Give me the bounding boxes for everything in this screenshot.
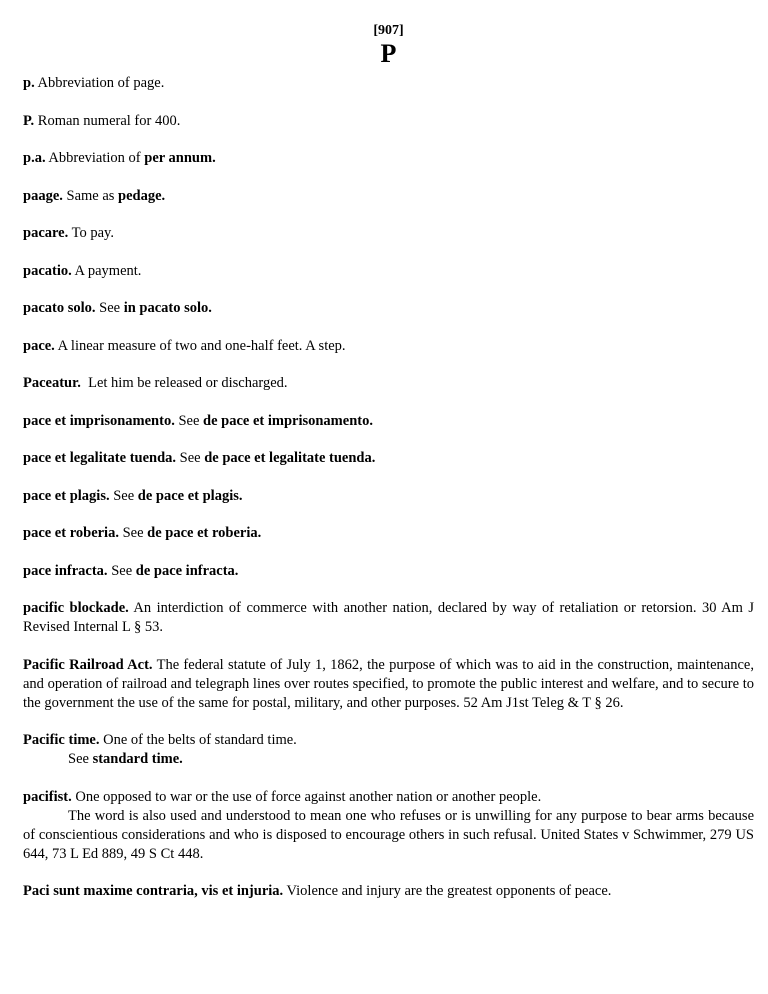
cross-reference: in pacato solo. bbox=[123, 300, 212, 316]
entry-term: pace et imprisonamento. bbox=[23, 412, 175, 429]
entry bbox=[23, 112, 754, 131]
entry-definition: One opposed to war or the use of force against another nation or another people. bbox=[71, 788, 542, 805]
entry-term: pace et legalitate tuenda. bbox=[23, 450, 177, 466]
entry-term: pacatio. bbox=[23, 262, 72, 279]
entry bbox=[23, 374, 754, 393]
cross-reference: de pace infracta. bbox=[135, 562, 239, 579]
entry bbox=[23, 731, 754, 769]
see-label: See bbox=[68, 751, 93, 767]
entry bbox=[23, 224, 754, 243]
entry-definition: The federal statute of July 1, 1862, the purpose of which was to aid in the construction, maintenance, and operation of railroad and telegraph lines over routes specified, to promote the public interest and welfare, and to secure to the government the use of the same for postal, military, and other purposes. 52 Am J1st Teleg & T § 26. bbox=[23, 656, 754, 711]
entry-term: pacare. bbox=[23, 225, 69, 241]
entry bbox=[23, 788, 754, 864]
entry-term: p.a. bbox=[23, 150, 46, 166]
page-number: [907] bbox=[373, 23, 404, 38]
entry-term: pacifist. bbox=[23, 788, 72, 805]
entry-definition: Same as bbox=[62, 187, 119, 204]
cross-reference: de pace et imprisonamento. bbox=[203, 412, 373, 429]
entry bbox=[23, 882, 754, 901]
entry-definition: Violence and injury are the greatest opponents of peace. bbox=[283, 883, 612, 899]
entry-term: pacato solo. bbox=[23, 300, 96, 316]
entry-term: p. bbox=[23, 75, 35, 91]
letter-heading: P bbox=[380, 39, 397, 68]
entry-term: pace et roberia. bbox=[23, 525, 119, 541]
entry-definition: See bbox=[176, 450, 205, 466]
entry-definition: See bbox=[107, 562, 136, 579]
entry-term: pace infracta. bbox=[23, 562, 108, 579]
entry-definition: See bbox=[95, 300, 124, 316]
entry-definition: See bbox=[109, 487, 138, 504]
entry-definition: An interdiction of commerce with another nation, declared by way of retaliation or retorsion. 30 Am J Revised Internal L § 53. bbox=[23, 600, 754, 635]
entry bbox=[23, 599, 754, 637]
entry-term: pace. bbox=[23, 337, 55, 354]
entry bbox=[23, 299, 754, 318]
cross-reference: de pace et legalitate tuenda. bbox=[204, 450, 376, 466]
entry bbox=[23, 449, 754, 468]
entry-term: Paci sunt maxime contraria, vis et injuria. bbox=[23, 883, 284, 899]
entry bbox=[23, 187, 754, 206]
entry-definition: See bbox=[174, 412, 204, 429]
entry-term: pacific blockade. bbox=[23, 600, 129, 616]
entry-definition: Abbreviation of page. bbox=[34, 75, 165, 91]
entry bbox=[23, 262, 754, 281]
entry-definition: Roman numeral for 400. bbox=[34, 112, 181, 129]
entry-term: P. bbox=[23, 112, 35, 129]
entry bbox=[23, 524, 754, 543]
entry-definition: To pay. bbox=[68, 225, 114, 241]
entry-definition: See bbox=[118, 525, 148, 541]
cross-reference: per annum. bbox=[144, 150, 216, 166]
entry-definition: Abbreviation of bbox=[45, 150, 145, 166]
entries-list bbox=[23, 74, 754, 901]
entry bbox=[23, 562, 754, 581]
entry-definition: Let him be released or discharged. bbox=[80, 375, 288, 391]
entry bbox=[23, 656, 754, 713]
entry bbox=[23, 487, 754, 506]
cross-reference: standard time. bbox=[92, 751, 183, 767]
entry bbox=[23, 337, 754, 356]
entry bbox=[23, 149, 754, 168]
entry-definition: One of the belts of standard time. bbox=[99, 732, 297, 748]
entry bbox=[23, 74, 754, 93]
entry-definition: A payment. bbox=[71, 262, 142, 279]
entry-term: Pacific time. bbox=[23, 732, 100, 748]
entry-term: paage. bbox=[23, 187, 63, 204]
cross-reference: pedage. bbox=[118, 187, 166, 204]
entry-term: Paceatur. bbox=[23, 375, 81, 391]
entry-definition: A linear measure of two and one-half feet. A step. bbox=[54, 337, 346, 354]
cross-reference: de pace et plagis. bbox=[137, 487, 243, 504]
entry-term: Pacific Railroad Act. bbox=[23, 656, 153, 673]
cross-reference: de pace et roberia. bbox=[147, 525, 262, 541]
entry-term: pace et plagis. bbox=[23, 487, 110, 504]
entry bbox=[23, 412, 754, 431]
entry-continuation: The word is also used and understood to mean one who refuses or is unwilling for any purpose to bear arms because of conscientious considerations and who is disposed to encourage others in such refusal. United States v Schwimmer, 279 US 644, 73 L Ed 889, 49 S Ct 448. bbox=[23, 807, 754, 862]
